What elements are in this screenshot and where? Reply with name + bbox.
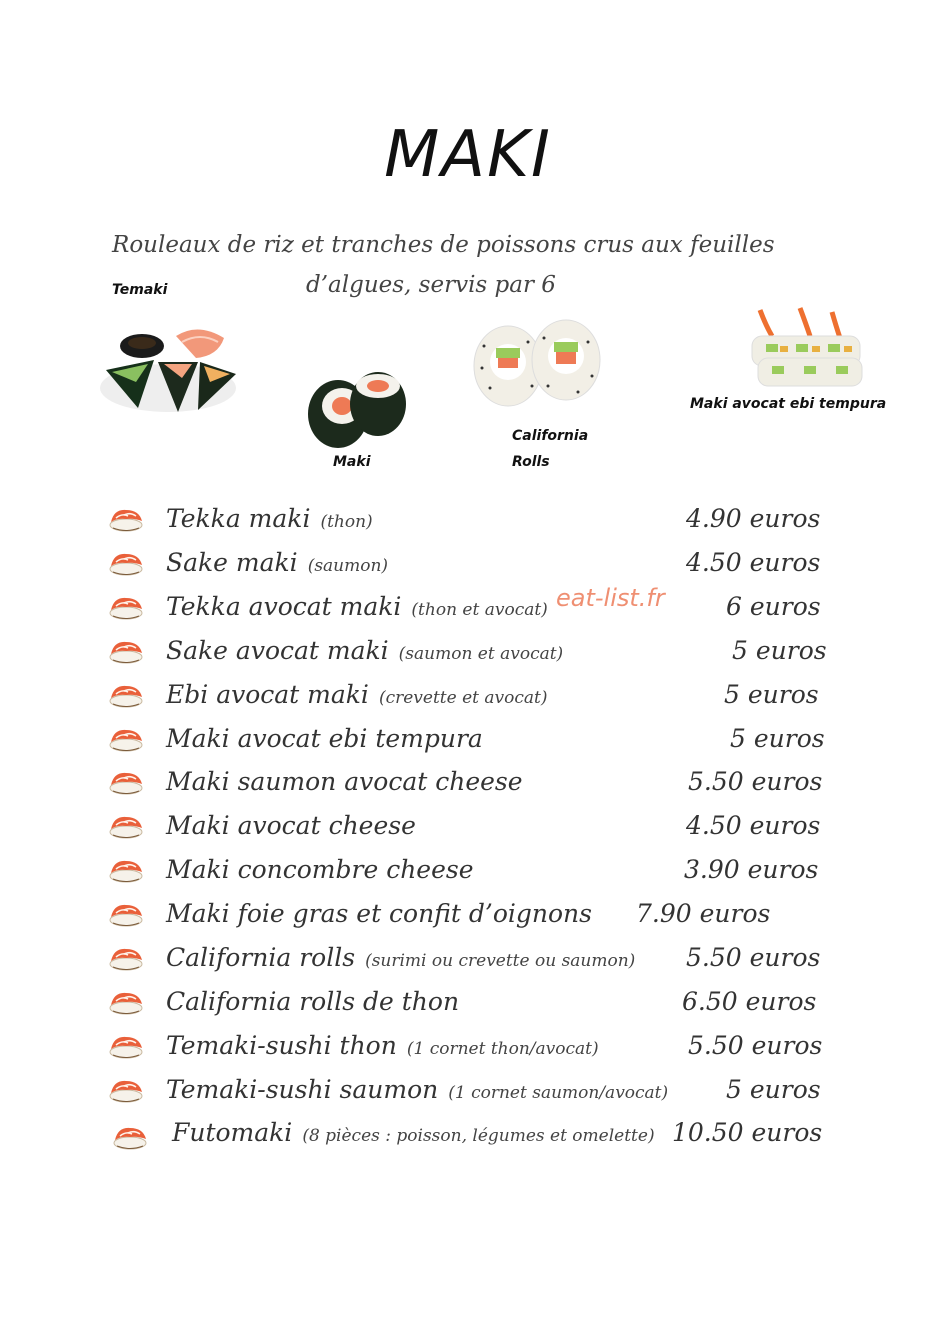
menu-item-name — [166, 680, 547, 709]
menu-item-name — [166, 504, 373, 533]
menu-item-price: 5.50 euros — [686, 943, 821, 972]
menu-item-description: (saumon et avocat) — [398, 644, 564, 664]
menu-item-name — [166, 855, 474, 884]
menu-item-price: 5 euros — [726, 1075, 821, 1104]
menu-item-title: California rolls — [166, 943, 356, 972]
menu-item-description: (8 pièces : poisson, légumes et omelette) — [302, 1126, 655, 1146]
menu-item-name — [166, 987, 459, 1016]
menu-item-title: Maki foie gras et confit d’oignons — [166, 899, 592, 928]
menu-item-title: Futomaki — [172, 1118, 293, 1147]
menu-item-description: (crevette et avocat) — [378, 688, 548, 708]
sushi-bullet-icon — [108, 813, 144, 839]
sushi-bullet-icon — [108, 901, 144, 927]
menu-item-name — [166, 724, 483, 753]
sushi-bullet-icon — [108, 594, 144, 620]
caption-california-1: California — [512, 428, 589, 444]
ebi-tempura-image — [744, 306, 868, 390]
caption-maki: Maki — [333, 454, 371, 470]
menu-item-name — [166, 1031, 599, 1060]
sushi-bullet-icon — [108, 769, 144, 795]
menu-item-price: 7.90 euros — [636, 899, 771, 928]
menu-item-name — [166, 943, 635, 972]
menu-item-maki-avocat-cheese — [0, 811, 936, 851]
menu-item-price: 6 euros — [726, 592, 821, 621]
menu-item-sake-avocat-maki — [0, 636, 936, 676]
sushi-bullet-icon — [108, 682, 144, 708]
menu-item-title: Sake avocat maki — [166, 636, 389, 665]
menu-item-price: 6.50 euros — [682, 987, 817, 1016]
caption-ebi-tempura: Maki avocat ebi tempura — [690, 396, 887, 412]
menu-item-sake-maki — [0, 548, 936, 588]
sushi-bullet-icon — [108, 550, 144, 576]
menu-item-name — [166, 899, 592, 928]
menu-item-name — [166, 636, 563, 665]
menu-item-name — [166, 548, 388, 577]
menu-item-price: 5 euros — [724, 680, 819, 709]
intro-line-2: d’algues, servis par 6 — [306, 272, 556, 298]
menu-item-description: (1 cornet saumon/avocat) — [448, 1083, 669, 1103]
menu-item-temaki-sushi-thon — [0, 1031, 936, 1071]
menu-item-maki-avocat-ebi-tempura — [0, 724, 936, 764]
menu-item-description: (surimi ou crevette ou saumon) — [365, 951, 636, 971]
menu-item-title: Temaki-sushi saumon — [166, 1075, 439, 1104]
california-rolls-image — [468, 316, 604, 412]
menu-item-title: Tekka avocat maki — [166, 592, 402, 621]
menu-item-description: (thon) — [320, 512, 373, 532]
menu-item-tekka-maki — [0, 504, 936, 544]
watermark: eat-list.fr — [556, 584, 665, 612]
menu-item-name — [166, 1075, 668, 1104]
menu-item-price: 5.50 euros — [688, 767, 823, 796]
menu-item-title: Maki concombre cheese — [166, 855, 474, 884]
menu-item-name — [166, 811, 416, 840]
menu-item-description: (saumon) — [307, 556, 389, 576]
menu-item-title: Maki avocat cheese — [166, 811, 416, 840]
sushi-bullet-icon — [108, 726, 144, 752]
sushi-bullet-icon — [112, 1124, 148, 1150]
menu-item-price: 5.50 euros — [688, 1031, 823, 1060]
menu-item-futomaki — [0, 1118, 936, 1158]
menu-item-title: Ebi avocat maki — [166, 680, 369, 709]
menu-item-price: 5 euros — [730, 724, 825, 753]
menu-item-title: Tekka maki — [166, 504, 311, 533]
caption-temaki: Temaki — [112, 282, 168, 298]
caption-california-2: Rolls — [512, 454, 550, 470]
menu-item-title: Sake maki — [166, 548, 298, 577]
sushi-bullet-icon — [108, 989, 144, 1015]
sushi-bullet-icon — [108, 638, 144, 664]
menu-item-description: (1 cornet thon/avocat) — [406, 1039, 599, 1059]
menu-item-price: 4.50 euros — [686, 548, 821, 577]
temaki-image — [98, 316, 238, 418]
menu-item-price: 4.50 euros — [686, 811, 821, 840]
maki-image — [300, 366, 410, 452]
sushi-bullet-icon — [108, 945, 144, 971]
menu-item-maki-saumon-avocat-cheese — [0, 767, 936, 807]
intro-line-1: Rouleaux de riz et tranches de poissons crus aux feuilles — [112, 232, 775, 258]
menu-item-title: California rolls de thon — [166, 987, 460, 1016]
menu-item-california-rolls — [0, 943, 936, 983]
menu-item-tekka-avocat-maki — [0, 592, 936, 632]
page-title: MAKI — [384, 118, 552, 192]
menu-item-title: Maki saumon avocat cheese — [166, 767, 523, 796]
sushi-bullet-icon — [108, 1033, 144, 1059]
menu-item-name — [166, 767, 523, 796]
menu-item-name — [172, 1118, 655, 1147]
menu-item-description: (thon et avocat) — [411, 600, 548, 620]
sushi-bullet-icon — [108, 506, 144, 532]
sushi-bullet-icon — [108, 857, 144, 883]
menu-item-ebi-avocat-maki — [0, 680, 936, 720]
menu-item-maki-foie-gras — [0, 899, 936, 939]
menu-item-price: 4.90 euros — [686, 504, 821, 533]
menu-item-price: 3.90 euros — [684, 855, 819, 884]
menu-item-name — [166, 592, 548, 621]
menu-item-title: Maki avocat ebi tempura — [166, 724, 483, 753]
menu-item-temaki-sushi-saumon — [0, 1075, 936, 1115]
menu-item-price: 5 euros — [732, 636, 827, 665]
menu-item-title: Temaki-sushi thon — [166, 1031, 397, 1060]
sushi-bullet-icon — [108, 1077, 144, 1103]
menu-item-price: 10.50 euros — [672, 1118, 823, 1147]
menu-item-maki-concombre-cheese — [0, 855, 936, 895]
menu-item-california-rolls-de-thon — [0, 987, 936, 1027]
